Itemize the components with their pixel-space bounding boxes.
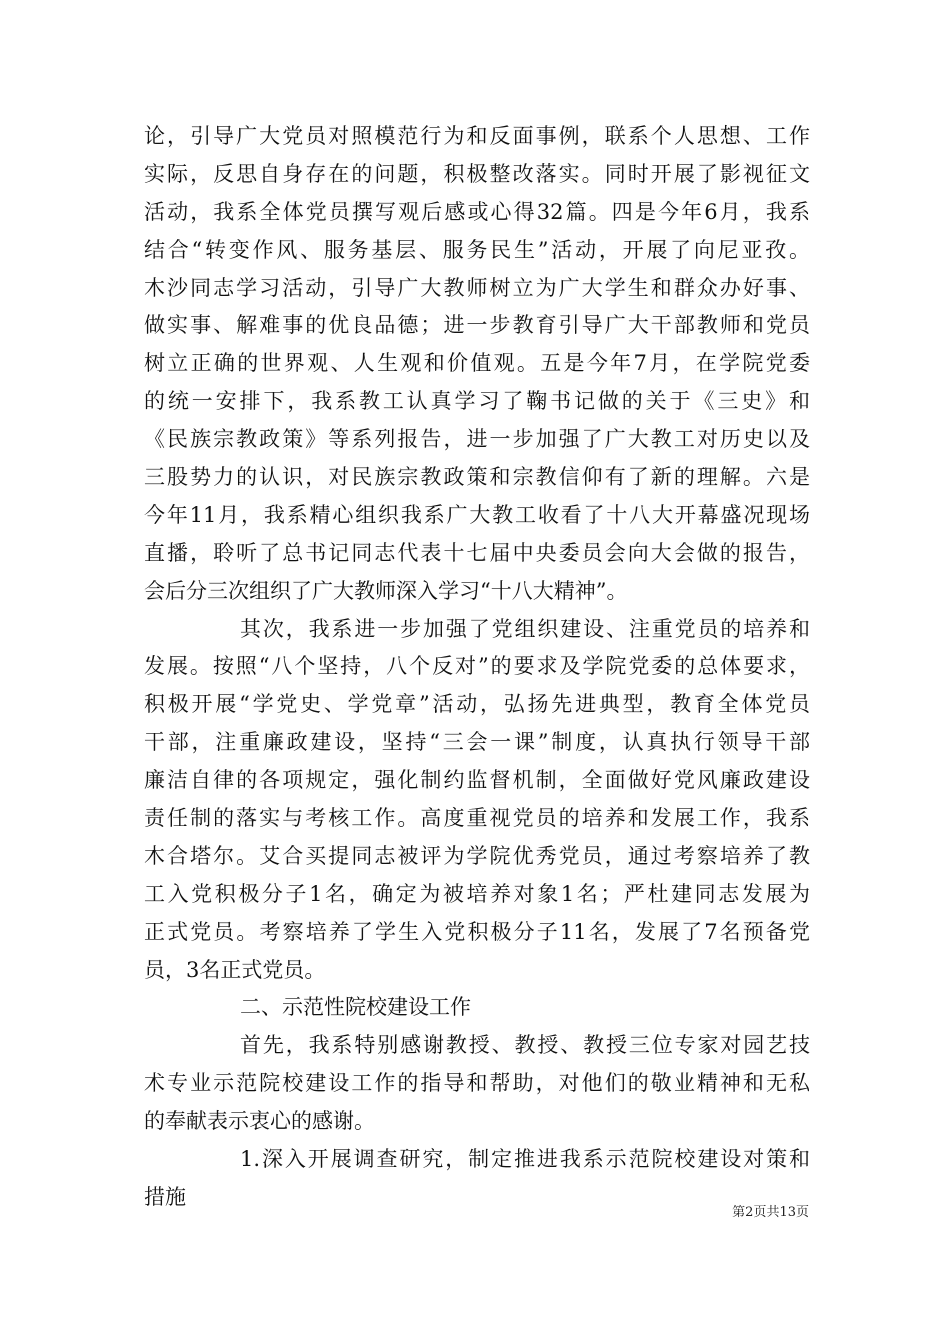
- text-line: 木合塔尔。艾合买提同志被评为学院优秀党员，通过考察培养了教: [144, 843, 810, 868]
- text-line: 干部，注重廉政建设，坚持“三会一课”制度，认真执行领导干部: [144, 730, 810, 755]
- text-line: 结合“转变作风、服务基层、服务民生”活动，开展了向尼亚孜。: [144, 237, 810, 262]
- text-line: 首先，我系特别感谢教授、教授、教授三位专家对园艺技: [240, 1033, 810, 1058]
- text-line: 正式党员。考察培养了学生入党积极分子11名，发展了7名预备党: [144, 919, 810, 944]
- text-line: 《民族宗教政策》等系列报告，进一步加强了广大教工对历史以及: [144, 427, 810, 452]
- text-line: 今年11月，我系精心组织我系广大教工收看了十八大开幕盛况现场: [144, 502, 810, 527]
- text-line: 措施: [144, 1184, 186, 1209]
- text-line: 术专业示范院校建设工作的指导和帮助，对他们的敬业精神和无私: [144, 1071, 810, 1096]
- text-line: 论，引导广大党员对照模范行为和反面事例，联系个人思想、工作: [144, 124, 810, 148]
- text-line: 积极开展“学党史、学党章”活动，弘扬先进典型，教育全体党员: [144, 692, 810, 717]
- text-line: 三股势力的认识，对民族宗教政策和宗教信仰有了新的理解。六是: [144, 465, 810, 490]
- text-line: 员，3名正式党员。: [144, 957, 326, 982]
- page-number-footer: 第2页共13页: [732, 1205, 809, 1220]
- text-line: 的统一安排下，我系教工认真学习了鞠书记做的关于《三史》和: [144, 389, 810, 414]
- text-line: 责任制的落实与考核工作。高度重视党员的培养和发展工作，我系: [144, 806, 810, 831]
- text-line: 直播，聆听了总书记同志代表十七届中央委员会向大会做的报告，: [144, 540, 810, 565]
- text-line: 1.深入开展调查研究，制定推进我系示范院校建设对策和: [240, 1147, 810, 1172]
- text-line: 木沙同志学习活动，引导广大教师树立为广大学生和群众办好事、: [144, 275, 810, 300]
- text-line: 发展。按照“八个坚持，八个反对”的要求及学院党委的总体要求，: [144, 654, 810, 679]
- text-line: 活动，我系全体党员撰写观后感或心得32篇。四是今年6月，我系: [144, 199, 810, 224]
- text-line: 的奉献表示衷心的感谢。: [144, 1109, 375, 1134]
- text-line: 二、示范性院校建设工作: [240, 995, 471, 1020]
- text-line: 树立正确的世界观、人生观和价值观。五是今年7月，在学院党委: [144, 351, 810, 376]
- text-line: 做实事、解难事的优良品德；进一步教育引导广大干部教师和党员: [144, 313, 810, 338]
- text-line: 其次，我系进一步加强了党组织建设、注重党员的培养和: [240, 616, 810, 641]
- text-line: 廉洁自律的各项规定，强化制约监督机制，全面做好党风廉政建设: [144, 768, 810, 793]
- text-line: 会后分三次组织了广大教师深入学习“十八大精神”。: [144, 578, 628, 603]
- document-body: [144, 118, 810, 1217]
- text-line: 实际，反思自身存在的问题，积极整改落实。同时开展了影视征文: [144, 161, 810, 186]
- text-line: 工入党积极分子1名，确定为被培养对象1名；严杜建同志发展为: [144, 881, 810, 906]
